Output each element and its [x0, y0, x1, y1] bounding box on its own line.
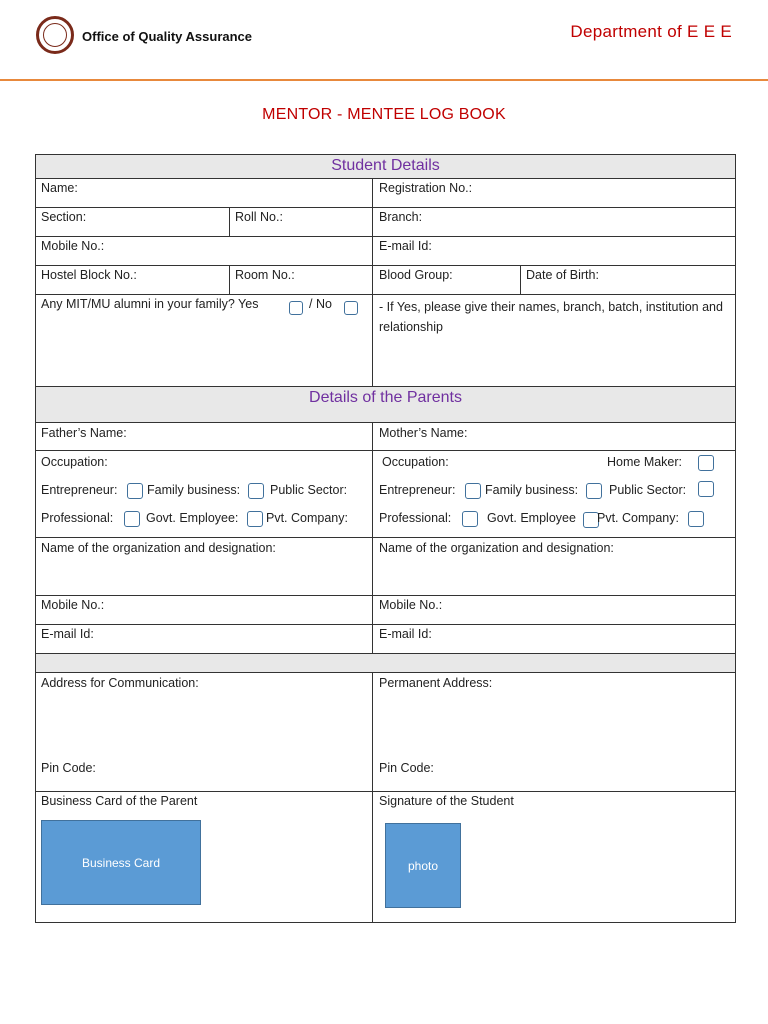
row-line — [36, 422, 735, 423]
logo-emblem-icon — [43, 23, 67, 47]
permanent-pin-label: Pin Code: — [379, 761, 434, 775]
row-line — [36, 624, 735, 625]
column-line — [520, 265, 521, 294]
mother-family-business-label: Family business: — [485, 483, 579, 497]
father-family-business-checkbox[interactable] — [248, 483, 264, 499]
father-occupation-label: Occupation: — [41, 455, 108, 469]
roll-label: Roll No.: — [235, 210, 283, 224]
row-line — [36, 386, 735, 387]
row-line — [36, 294, 735, 295]
signature-label: Signature of the Student — [379, 794, 514, 808]
business-card-placeholder[interactable] — [41, 820, 201, 905]
father-govt-employee-label: Govt. Employee: — [146, 511, 239, 525]
room-label: Room No.: — [235, 268, 295, 282]
father-name-label: Father’s Name: — [41, 426, 127, 440]
father-professional-label: Professional: — [41, 511, 114, 525]
mother-professional-label: Professional: — [379, 511, 452, 525]
father-govt-employee-checkbox[interactable] — [247, 511, 263, 527]
row-line — [36, 672, 735, 673]
column-line — [229, 207, 230, 236]
column-line — [372, 178, 373, 386]
blood-group-label: Blood Group: — [379, 268, 453, 282]
mother-mobile-label: Mobile No.: — [379, 598, 443, 612]
permanent-address-label: Permanent Address: — [379, 676, 493, 690]
row-line — [36, 653, 735, 654]
mother-pvt-company-checkbox[interactable] — [688, 511, 704, 527]
dob-label: Date of Birth: — [526, 268, 599, 282]
father-entrepreneur-label: Entrepreneur: — [41, 483, 118, 497]
communication-pin-label: Pin Code: — [41, 761, 96, 775]
mother-name-label: Mother’s Name: — [379, 426, 468, 440]
row-line — [36, 207, 735, 208]
student-details-title: Student Details — [331, 157, 440, 174]
home-maker-label: Home Maker: — [607, 455, 683, 469]
father-public-sector-label: Public Sector: — [270, 483, 348, 497]
mother-public-sector-checkbox[interactable] — [698, 481, 714, 497]
parents-details-title: Details of the Parents — [309, 389, 462, 406]
alumni-question: Any MIT/MU alumni in your family? Yes — [41, 297, 259, 311]
row-line — [36, 595, 735, 596]
communication-address-label: Address for Communication: — [41, 676, 199, 690]
alumni-no-checkbox[interactable] — [344, 301, 358, 315]
mother-public-sector-label: Public Sector: — [609, 483, 687, 497]
father-entrepreneur-checkbox[interactable] — [127, 483, 143, 499]
mother-entrepreneur-checkbox[interactable] — [465, 483, 481, 499]
row-line — [36, 236, 735, 237]
photo-placeholder[interactable] — [385, 823, 461, 908]
mother-family-business-checkbox[interactable] — [586, 483, 602, 499]
alumni-yes-checkbox[interactable] — [289, 301, 303, 315]
mother-email-label: E-mail Id: — [379, 627, 432, 641]
column-line — [229, 265, 230, 294]
row-line — [36, 265, 735, 266]
mother-professional-checkbox[interactable] — [462, 511, 478, 527]
mother-govt-employee-label: Govt. Employee — [487, 511, 576, 525]
office-title: Office of Quality Assurance — [82, 29, 253, 44]
header-divider — [0, 79, 768, 81]
father-organization-label: Name of the organization and designation: — [41, 541, 276, 555]
row-line — [36, 791, 735, 792]
column-line — [372, 422, 373, 653]
mobile-label: Mobile No.: — [41, 239, 105, 253]
hostel-label: Hostel Block No.: — [41, 268, 137, 282]
alumni-note: - If Yes, please give their names, branch, batch, institution and relationship — [379, 300, 723, 334]
email-label: E-mail Id: — [379, 239, 432, 253]
branch-label: Branch: — [379, 210, 423, 224]
father-email-label: E-mail Id: — [41, 627, 94, 641]
mentee-form — [35, 154, 736, 923]
mother-pvt-company-label: Pvt. Company: — [597, 511, 679, 525]
document-title: MENTOR - MENTEE LOG BOOK — [262, 106, 506, 123]
father-pvt-company-label: Pvt. Company: — [266, 511, 348, 525]
separator-band — [36, 653, 735, 672]
name-label: Name: — [41, 181, 78, 195]
mother-organization-label: Name of the organization and designation: — [379, 541, 614, 555]
mother-home-maker-checkbox[interactable] — [698, 455, 714, 471]
photo-text: photo — [407, 858, 439, 873]
row-line — [36, 450, 735, 451]
alumni-no-label: / No — [309, 297, 332, 311]
father-professional-checkbox[interactable] — [124, 511, 140, 527]
father-mobile-label: Mobile No.: — [41, 598, 105, 612]
row-line — [36, 178, 735, 179]
section-label: Section: — [41, 210, 87, 224]
business-card-label: Business Card of the Parent — [41, 794, 198, 808]
quality-assurance-logo — [36, 16, 74, 54]
page-header — [0, 0, 768, 80]
business-card-text: Business Card — [81, 855, 161, 870]
mother-occupation-label: Occupation: — [382, 455, 449, 469]
column-line — [372, 672, 373, 922]
mother-entrepreneur-label: Entrepreneur: — [379, 483, 456, 497]
registration-label: Registration No.: — [379, 181, 473, 195]
father-family-business-label: Family business: — [147, 483, 241, 497]
department-title: Department of E E E — [570, 22, 732, 41]
row-line — [36, 537, 735, 538]
